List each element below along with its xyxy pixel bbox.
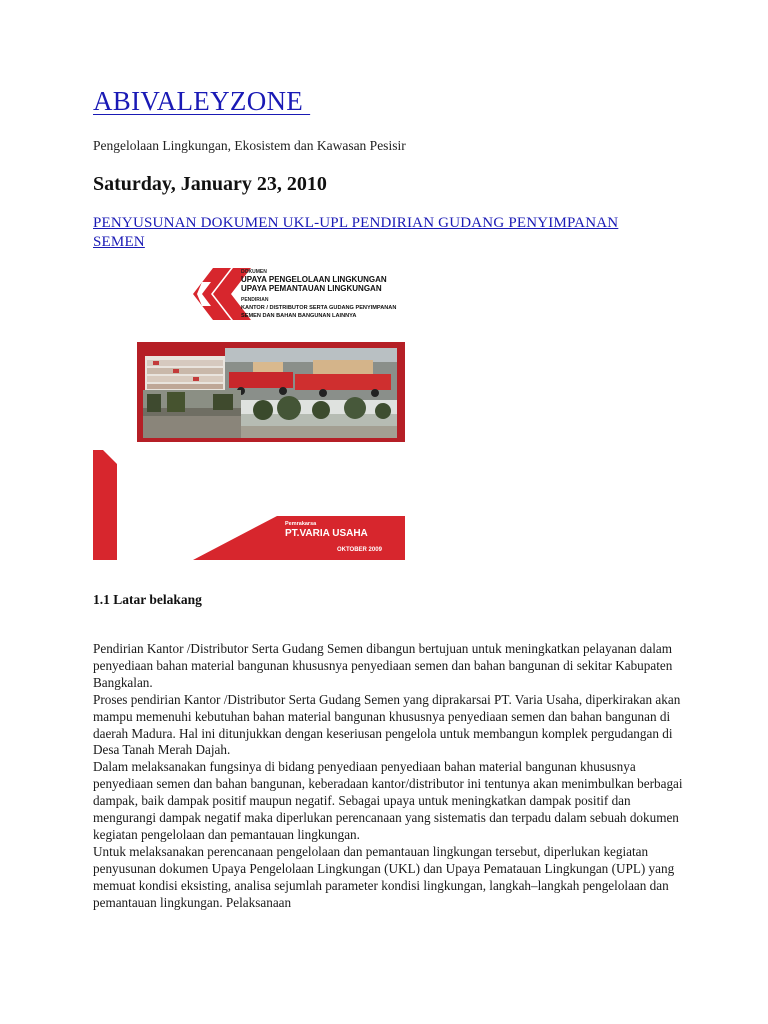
- document-cover-image[interactable]: [93, 264, 405, 560]
- cover-proponent-label: Pemrakarsa: [285, 521, 317, 527]
- blog-title-link[interactable]: ABIVALEYZONE: [93, 86, 311, 116]
- trucks-photo: [225, 348, 397, 400]
- body-paragraph: Proses pendirian Kantor /Distributor Serta Gudang Semen yang diprakarsai PT. Varia Usaha, diperkirakan akan mampu memenuhi kebutuhan bahan material bangunan khususnya penyediaan semen dan bahan bangunan di daerah Madura. Hal ini ditunjukkan dengan keseriusan pengelola untuk membangun komplek pergudangan di Desa Tanah Merah Dajah.: [93, 691, 681, 758]
- cover-project-line1: KANTOR / DISTRIBUTOR SERTA GUDANG PENYIMPANAN: [241, 305, 397, 311]
- trees-road-photo: [241, 396, 397, 438]
- post-title-link[interactable]: PENYUSUNAN DOKUMEN UKL-UPL PENDIRIAN GUDANG PENYIMPANAN SEMEN: [93, 215, 619, 250]
- body-paragraph: Untuk melaksanakan perencanaan pengelolaan dan pemantauan lingkungan tersebut, diperlukan kegiatan penyusunan dokumen Upaya Pengelolaan Lingkungan (UKL) dan Upaya Pematauan Lingkungan (UPL) yang memuat kondisi eksisting, analisa sejumlah parameter kondisi lingkungan, langkah–langkah pengelolaan dan pemantauan lingkungan. Pelaksanaan: [93, 843, 675, 910]
- post-body: [93, 641, 693, 912]
- post-date-header: Saturday, January 23, 2010: [93, 173, 327, 195]
- cover-company-name: PT.VARIA USAHA: [285, 528, 368, 539]
- cover-left-band: [93, 450, 117, 560]
- section-heading: 1.1 Latar belakang: [93, 592, 202, 607]
- cover-pendirian-label: PENDIRIAN: [241, 297, 269, 303]
- cover-period: OKTOBER 2009: [337, 547, 382, 553]
- cover-title-line1: UPAYA PENGELOLAAN LINGKUNGAN: [241, 275, 387, 284]
- blog-description: Pengelolaan Lingkungan, Ekosistem dan Kawasan Pesisir: [93, 138, 406, 153]
- site-field-photo: [143, 390, 241, 438]
- cement-sacks-photo: [145, 356, 225, 390]
- body-paragraph: Dalam melaksanakan fungsinya di bidang penyediaan penyediaan bahan material bangunan khususnya penyediaan semen dan bahan bangunan, keberadaan kantor/distributor ini tentunya akan menimbulkan berbagai dampak, baik dampak positif maupun negatif. Sebagai upaya untuk meningkatkan dampak positif dan mengurangi dampak negatif maka diperlukan perencanaan yang sistematis dan terpadu dalam sebuah dokumen kegiatan pengelolaan dan pemantauan lingkungan.: [93, 759, 683, 842]
- cover-project-line2: SEMEN DAN BAHAN BANGUNAN LAINNYA: [241, 313, 357, 319]
- cover-title-line2: UPAYA PEMANTAUAN LINGKUNGAN: [241, 284, 382, 293]
- cover-doc-label: DOKUMEN: [241, 269, 267, 275]
- body-paragraph: Pendirian Kantor /Distributor Serta Gudang Semen dibangun bertujuan untuk meningkatkan pelayanan dalam penyediaan bahan material bangunan khususnya penyediaan semen dan bahan bangunan di sekitar Kabupaten Bangkalan.: [93, 641, 673, 690]
